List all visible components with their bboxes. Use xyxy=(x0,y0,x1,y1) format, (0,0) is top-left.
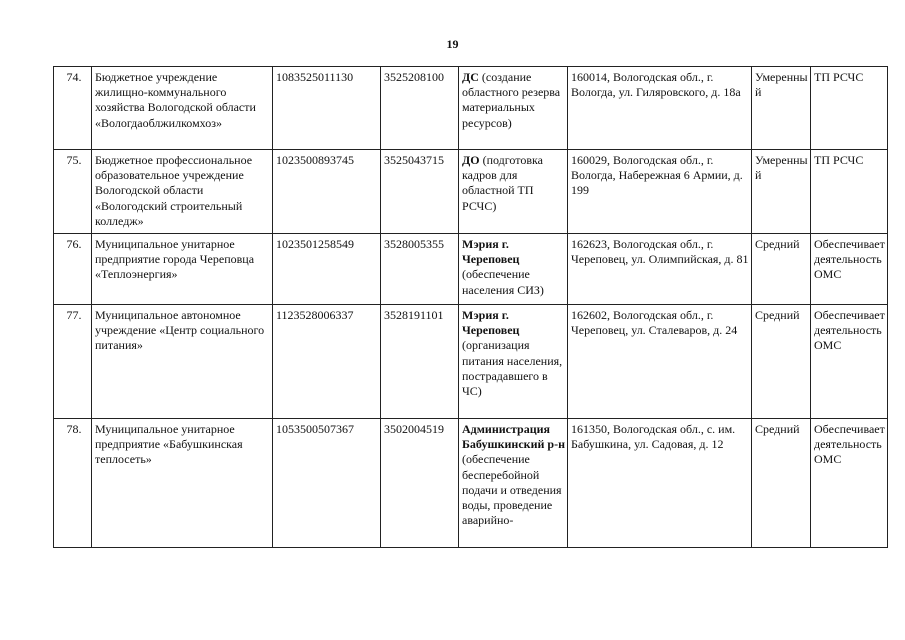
inn-cell: 3528191101 xyxy=(381,305,459,419)
activity-authority: ДО xyxy=(462,153,480,167)
row-number: 77. xyxy=(54,305,92,419)
risk-level-cell: Умеренный xyxy=(752,150,811,234)
organizations-table xyxy=(53,66,888,548)
inn-cell: 3525208100 xyxy=(381,67,459,150)
category-cell: Обеспечивает деятельность ОМС xyxy=(811,419,888,548)
row-number: 74. xyxy=(54,67,92,150)
row-number: 75. xyxy=(54,150,92,234)
risk-level-cell: Средний xyxy=(752,234,811,305)
organization-name: Бюджетное профессиональное образовательное учреждение Вологодской области «Вологодский строительный колледж» xyxy=(92,150,273,234)
activity-cell xyxy=(459,419,568,548)
address-cell: 160029, Вологодская обл., г. Вологда, Набережная 6 Армии, д. 199 xyxy=(568,150,752,234)
category-cell: ТП РСЧС xyxy=(811,67,888,150)
activity-description: (обеспечение населения СИЗ) xyxy=(462,267,544,297)
category-cell: Обеспечивает деятельность ОМС xyxy=(811,234,888,305)
ogrn-cell: 1053500507367 xyxy=(273,419,381,548)
ogrn-cell: 1023501258549 xyxy=(273,234,381,305)
activity-authority: Мэрия г. Череповец xyxy=(462,237,520,267)
address-cell: 160014, Вологодская обл., г. Вологда, ул. Гиляровского, д. 18а xyxy=(568,67,752,150)
table-row xyxy=(54,67,888,150)
risk-level-cell: Умеренный xyxy=(752,67,811,150)
activity-cell xyxy=(459,234,568,305)
activity-description: (подготовка кадров для областной ТП РСЧС) xyxy=(462,153,543,213)
organization-name: Муниципальное автономное учреждение «Центр социального питания» xyxy=(92,305,273,419)
table-row xyxy=(54,150,888,234)
row-number: 76. xyxy=(54,234,92,305)
activity-authority: Мэрия г. Череповец xyxy=(462,308,520,338)
address-cell: 162623, Вологодская обл., г. Череповец, ул. Олимпийская, д. 81 xyxy=(568,234,752,305)
ogrn-cell: 1123528006337 xyxy=(273,305,381,419)
category-cell: ТП РСЧС xyxy=(811,150,888,234)
address-cell: 161350, Вологодская обл., с. им. Бабушкина, ул. Садовая, д. 12 xyxy=(568,419,752,548)
organization-name: Муниципальное унитарное предприятие города Череповца «Теплоэнергия» xyxy=(92,234,273,305)
activity-cell xyxy=(459,67,568,150)
activity-authority: ДС xyxy=(462,70,479,84)
activity-cell xyxy=(459,150,568,234)
activity-cell xyxy=(459,305,568,419)
activity-description: (создание областного резерва материальных ресурсов) xyxy=(462,70,561,130)
inn-cell: 3528005355 xyxy=(381,234,459,305)
inn-cell: 3525043715 xyxy=(381,150,459,234)
row-number: 78. xyxy=(54,419,92,548)
risk-level-cell: Средний xyxy=(752,419,811,548)
table-row xyxy=(54,234,888,305)
organization-name: Муниципальное унитарное предприятие «Бабушкинская теплосеть» xyxy=(92,419,273,548)
ogrn-cell: 1023500893745 xyxy=(273,150,381,234)
risk-level-cell: Средний xyxy=(752,305,811,419)
activity-description: (организация питания населения, пострадавшего в ЧС) xyxy=(462,338,563,399)
category-cell: Обеспечивает деятельность ОМС xyxy=(811,305,888,419)
address-cell: 162602, Вологодская обл., г. Череповец, ул. Сталеваров, д. 24 xyxy=(568,305,752,419)
page-number: 19 xyxy=(446,37,459,51)
table-row xyxy=(54,419,888,548)
ogrn-cell: 1083525011130 xyxy=(273,67,381,150)
activity-authority: Администрация Бабушкинский р-н xyxy=(462,422,566,452)
table-row xyxy=(54,305,888,419)
organization-name: Бюджетное учреждение жилищно-коммунального хозяйства Вологодской области «Вологдаоблжилкомхоз» xyxy=(92,67,273,150)
inn-cell: 3502004519 xyxy=(381,419,459,548)
activity-description: (обеспечение бесперебойной подачи и отведения воды, проведение аварийно- xyxy=(462,452,562,528)
